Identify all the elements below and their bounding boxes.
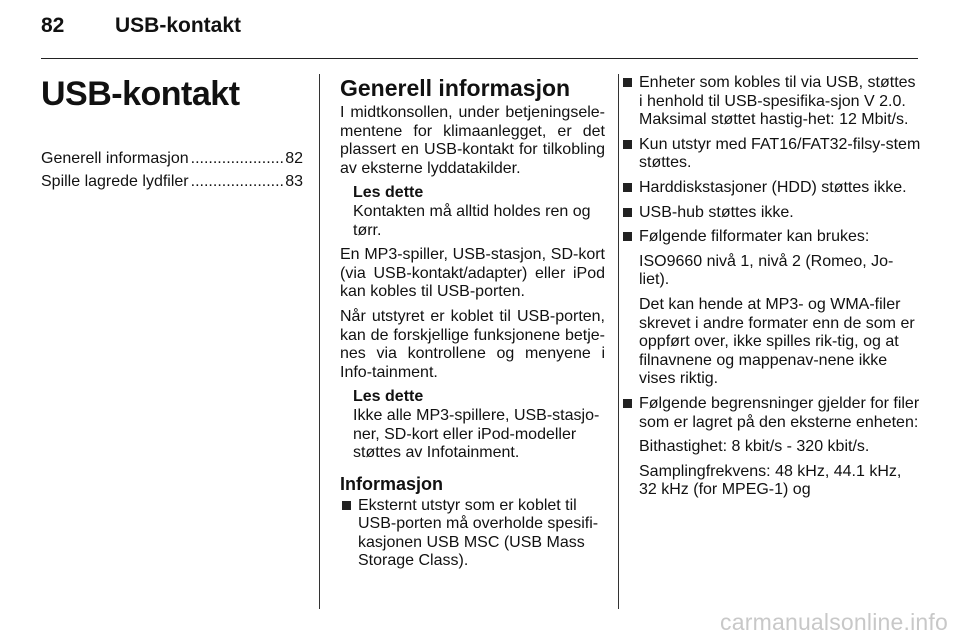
note-text: Kontakten må alltid holdes ren og tørr.: [353, 202, 591, 239]
paragraph-operation: Når utstyret er koblet til USB-porten, kan de forskjellige funksjonene betje-nes via kontrollene og menyene i Info-tainment.: [340, 307, 605, 381]
bullet-text: Følgende begrensninger gjelder for filer som er lagret på den eksterne enheten:: [639, 394, 920, 431]
bullet-text: Eksternt utstyr som er koblet til USB-porten må overholde spesifi-kasjonen USB MSC (USB Mass Storage Class).: [358, 496, 599, 570]
note-title: Les dette: [353, 184, 424, 202]
column-divider-1: [319, 74, 320, 609]
bullet-item: [340, 497, 605, 571]
info-bullet-list: [340, 497, 605, 571]
note-box: [353, 388, 605, 462]
intro-paragraph: I midtkonsollen, under betjeningsele-mentene for klimaanlegget, er det plassert en USB-kontakt for tilkobling av eksterne lyddatakilder.: [340, 104, 605, 177]
section-heading-general: Generell informasjon: [340, 75, 571, 101]
toc-entry[interactable]: [41, 173, 303, 196]
toc-entry-page: 82: [285, 150, 303, 167]
column-divider-2: [618, 74, 619, 609]
bullet-item: [621, 204, 921, 223]
bullet-text: Kun utstyr med FAT16/FAT32-filsy-stem støttes.: [639, 135, 921, 172]
running-title: USB-kontakt: [115, 14, 242, 37]
bullet-item: [621, 395, 921, 500]
bullet-text: Enheter som kobles til via USB, støttes i henhold til USB-spesifika-sjon V 2.0. Maksimal støttet hastig-het: 12 Mbit/s.: [639, 74, 916, 129]
bullet-text: Følgende filformater kan brukes:: [639, 228, 870, 246]
bullet-item: [621, 74, 921, 130]
note-text: Ikke alle MP3-spillere, USB-stasjo-ner, SD-kort eller iPod-modeller støttes av Infotainment.: [353, 406, 600, 462]
chapter-title: USB-kontakt: [41, 75, 240, 113]
toc-column: [41, 74, 303, 196]
bullet-subparagraph: ISO9660 nivå 1, nivå 2 (Romeo, Jo-liet).: [639, 252, 894, 289]
page-header: [41, 14, 241, 38]
content-column-3: [621, 74, 921, 506]
bullet-subparagraph: Samplingfrekvens: 48 kHz, 44.1 kHz, 32 kHz (for MPEG-1) og: [639, 462, 902, 499]
bullet-text: USB-hub støttes ikke.: [639, 203, 794, 221]
paragraph-devices: En MP3-spiller, USB-stasjon, SD-kort (via USB-kontakt/adapter) eller iPod kan kobles til USB-porten.: [340, 246, 605, 301]
toc-entry-label: Spille lagrede lydfiler: [41, 173, 189, 190]
content-column-2: [340, 74, 605, 577]
toc-leader-dots: [191, 150, 284, 169]
bullet-subparagraph: Det kan hende at MP3- og WMA-filer skrevet i andre formater enn de som er oppført over, ikke spilles rik-tig, og at filnavnene og mappenav-nene ikke vises riktig.: [639, 295, 915, 388]
bullet-item: [621, 179, 921, 198]
bullet-item: [621, 228, 921, 389]
watermark-text: carmanualsonline.info: [720, 609, 948, 635]
toc-leader-dots: [191, 173, 284, 192]
bullet-item: [621, 136, 921, 173]
header-rule: [41, 58, 918, 59]
info-bullet-list-continued: [621, 74, 921, 500]
page-number: 82: [41, 14, 65, 37]
section-heading-information: Informasjon: [340, 473, 444, 494]
bullet-subparagraph: Bithastighet: 8 kbit/s - 320 kbit/s.: [639, 438, 870, 456]
toc-entry-label: Generell informasjon: [41, 150, 189, 167]
note-title: Les dette: [353, 388, 424, 406]
toc-entry-page: 83: [285, 173, 303, 190]
note-box: [353, 184, 605, 240]
bullet-text: Harddiskstasjoner (HDD) støttes ikke.: [639, 178, 907, 196]
toc-entry[interactable]: [41, 150, 303, 173]
